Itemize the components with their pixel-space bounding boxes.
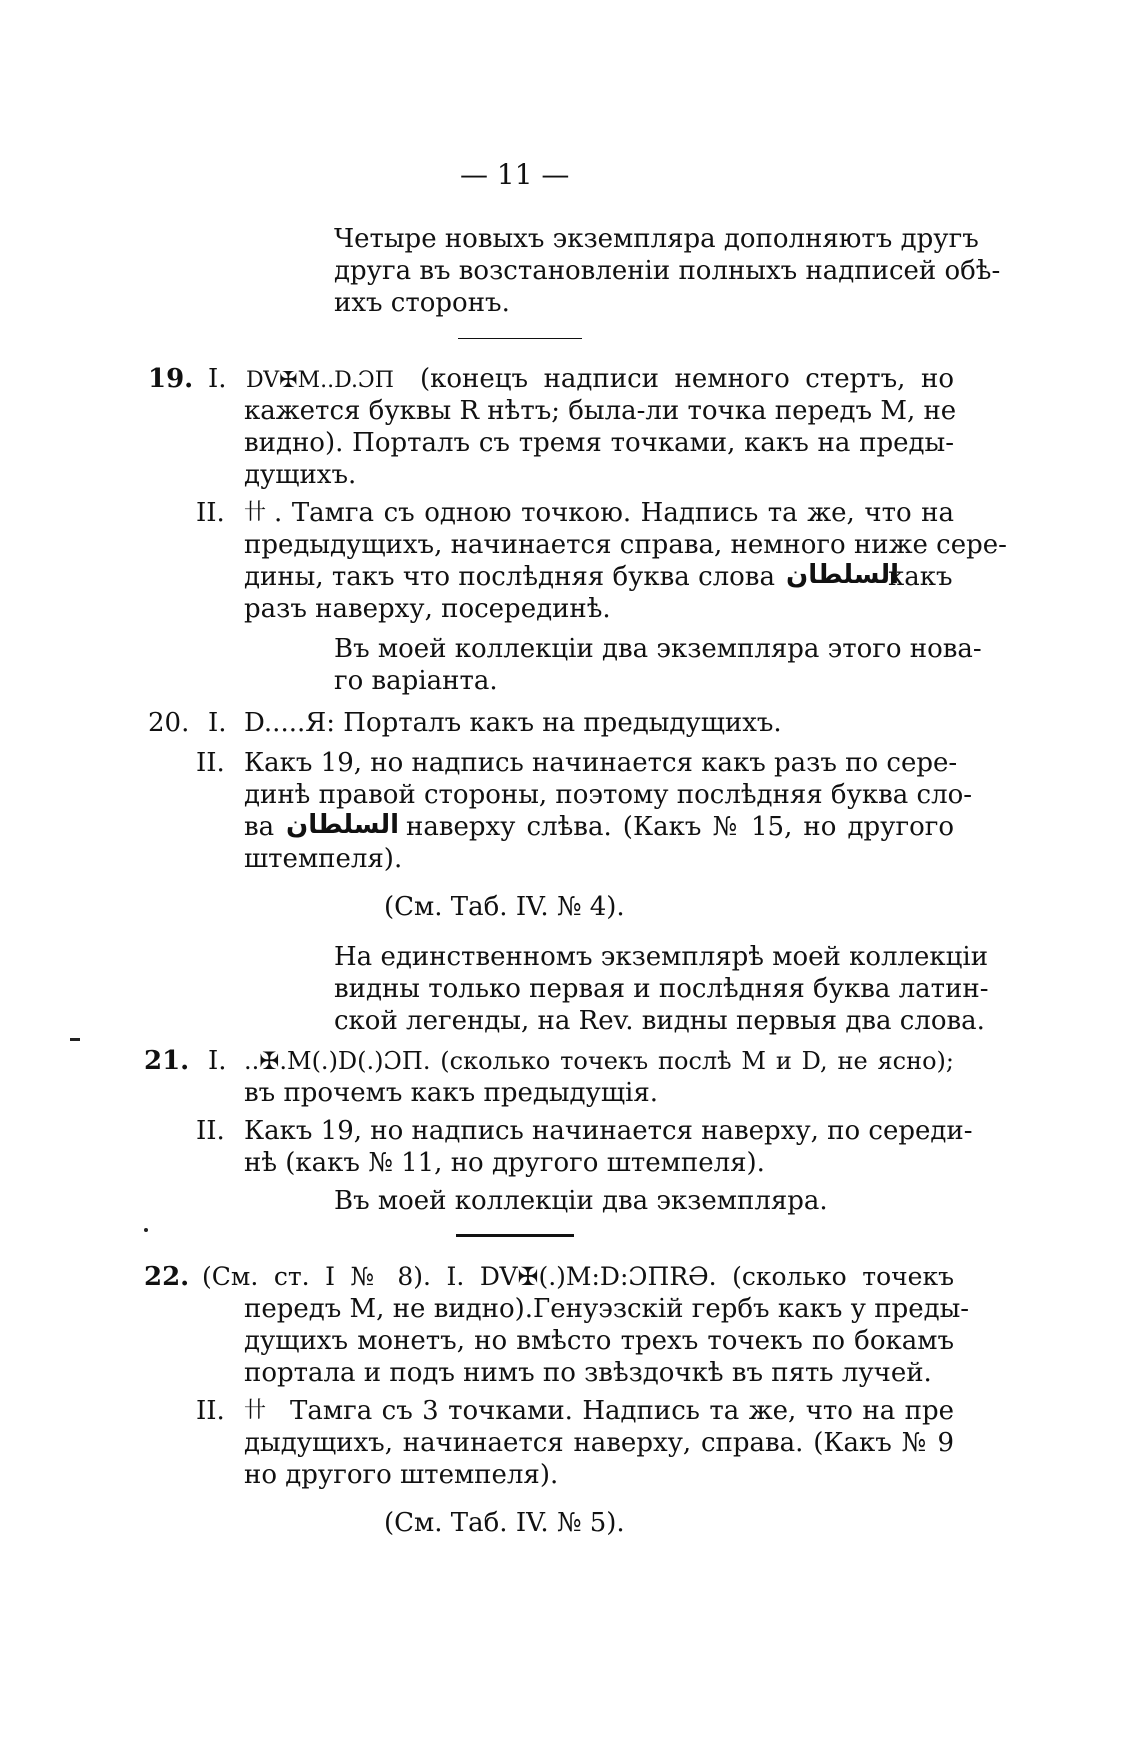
entry-19-rev-line-3a: дины, такъ что послѣдняя буква слова	[244, 562, 775, 592]
entry-19-obv-legend: DV✠M..D.ƆΠ	[246, 368, 394, 393]
entry-20-rev-line-2: динѣ правой стороны, поэтому послѣдняя буква сло-	[244, 780, 973, 810]
intro-line-2: друга въ возстановленіи полныхъ надписей обѣ-	[334, 256, 1001, 286]
intro-line-1: Четыре новыхъ экземпляра дополняютъ другъ	[334, 224, 979, 254]
entry-20-note-line-1: На единственномъ экземплярѣ моей коллекціи	[334, 942, 989, 972]
section-divider-2	[456, 1234, 574, 1237]
intro-line-3: ихъ сторонъ.	[334, 288, 510, 318]
entry-21-obv-label: I.	[208, 1046, 227, 1076]
entry-21-number: 21.	[144, 1046, 190, 1076]
entry-22-plate-ref: (См. Таб. IV. № 5).	[384, 1508, 625, 1538]
entry-21-note: Въ моей коллекціи два экземпляра.	[334, 1186, 828, 1216]
entry-19-rev-line-3b: какъ	[888, 562, 953, 592]
entry-22-rev-line-1: Тамга съ 3 точками. Надпись та же, что на пре	[290, 1396, 954, 1426]
entry-22-number: 22.	[144, 1262, 190, 1292]
entry-22-line-1: (См. ст. I № 8). I. DV✠(.)M:D:ƆΠRƏ. (сколько точекъ	[202, 1262, 954, 1291]
margin-dot	[144, 1228, 148, 1232]
entry-19-rev-line-4: разъ наверху, посерединѣ.	[244, 594, 611, 624]
entry-20-rev-line-4: штемпеля).	[244, 844, 403, 874]
entry-19-obv-line-3: видно). Порталъ съ тремя точками, какъ на преды-	[244, 428, 954, 458]
entry-19-tamga-symbol: 卄	[244, 500, 267, 525]
entry-22-rev-line-2: дыдущихъ, начинается наверху, справа. (Какъ № 9	[244, 1428, 954, 1458]
entry-20-obv-label: I.	[208, 708, 227, 738]
entry-22-line-4: портала и подъ нимъ по звѣздочкѣ въ пять лучей.	[244, 1358, 932, 1388]
entry-20-rev-line-1: Какъ 19, но надпись начинается какъ разъ по сере-	[244, 748, 958, 778]
entry-22-line-3: дущихъ монетъ, но вмѣсто трехъ точекъ по бокамъ	[244, 1326, 954, 1356]
entry-20-note-line-3: ской легенды, на Rev. видны первыя два слова.	[334, 1006, 985, 1036]
entry-22-tamga-symbol: 卄	[244, 1398, 267, 1423]
entry-22-rev-line-3: но другого штемпеля).	[244, 1460, 559, 1490]
entry-20-plate-ref: (См. Таб. IV. № 4).	[384, 892, 625, 922]
entry-21-rev-label: II.	[196, 1116, 225, 1146]
section-divider-1	[458, 338, 582, 339]
entry-19-rev-line-1: . Тамга съ одною точкою. Надпись та же, что на	[274, 498, 954, 528]
entry-21-rev-line-1: Какъ 19, но надпись начинается наверху, по середи-	[244, 1116, 973, 1146]
entry-19-note-line-1: Въ моей коллекціи два экземпляра этого нова-	[334, 634, 982, 664]
arabic-word-al-sultan: السلطان	[786, 560, 900, 590]
entry-21-obv-line-1: ..✠.M(.)D(.)ƆΠ. (сколько точекъ послѣ M и D, не ясно);	[244, 1047, 954, 1075]
entry-20-obv-text: D.....Я: Порталъ какъ на предыдущихъ.	[244, 708, 782, 738]
entry-19-rev-label: II.	[196, 498, 225, 528]
entry-21-rev-line-2: нѣ (какъ № 11, но другого штемпеля).	[244, 1148, 765, 1178]
entry-19-number: 19.	[148, 364, 194, 394]
entry-22-line-2: передъ M, не видно).Генуэзскій гербъ какъ у преды-	[244, 1294, 970, 1324]
entry-19-rev-line-2: предыдущихъ, начинается справа, немного ниже сере-	[244, 530, 1007, 560]
entry-22-rev-label: II.	[196, 1396, 225, 1426]
entry-19-obv-label: I.	[208, 364, 227, 394]
entry-19-note-line-2: го варіанта.	[334, 666, 498, 696]
entry-19-obv-line-4: дущихъ.	[244, 460, 357, 490]
entry-20-rev-line-3b: наверху слѣва. (Какъ № 15, но другого	[406, 812, 954, 842]
margin-mark	[70, 1038, 80, 1041]
entry-20-rev-label: II.	[196, 748, 225, 778]
entry-21-obv-line-2: въ прочемъ какъ предыдущія.	[244, 1078, 659, 1108]
entry-19-obv-line-1: (конецъ надписи немного стертъ, но	[420, 364, 954, 394]
page-number: — 11 —	[460, 158, 570, 191]
entry-20-number: 20.	[148, 708, 190, 738]
entry-20-rev-line-3a: ва	[244, 812, 275, 842]
entry-19-obv-line-2: кажется буквы R нѣтъ; была-ли точка передъ M, не	[244, 396, 957, 426]
entry-20-note-line-2: видны только первая и послѣдняя буква латин-	[334, 974, 989, 1004]
arabic-word-al-sultan: السلطان	[286, 810, 400, 840]
